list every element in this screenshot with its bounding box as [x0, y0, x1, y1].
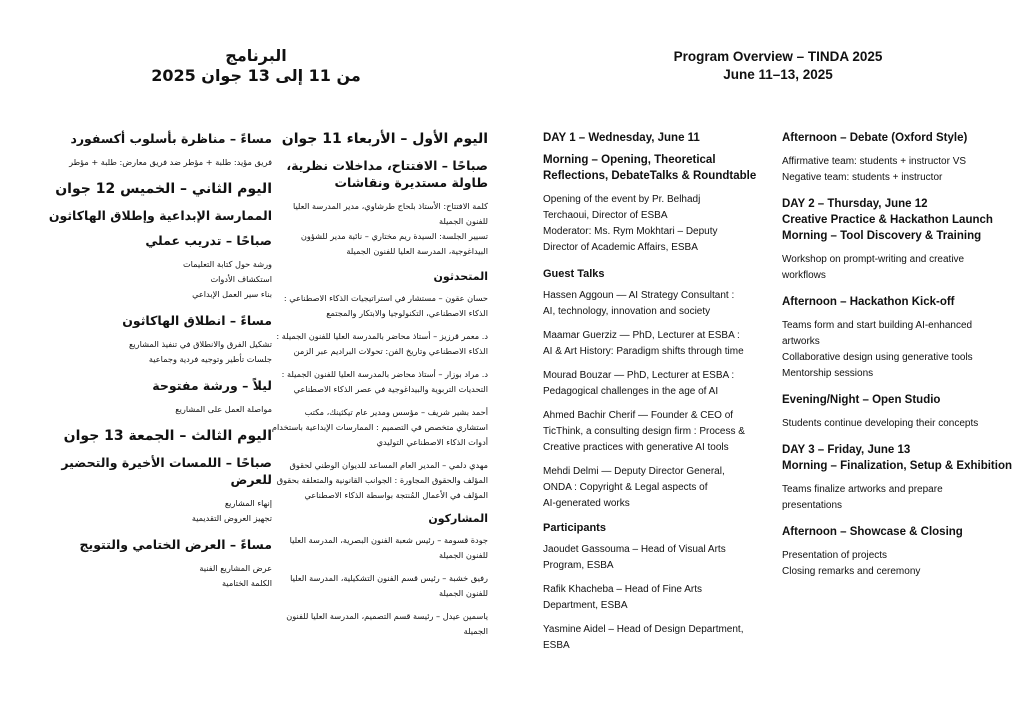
arabic-day3-evening-lines	[40, 561, 272, 591]
guest-talk-item	[543, 408, 763, 456]
speaker-item	[270, 458, 488, 503]
text-line: استكشاف الأدوات	[210, 274, 272, 284]
participant-item	[543, 542, 763, 574]
english-day1-column	[543, 130, 763, 662]
text-line: Pedagogical challenges in the age of AI	[543, 386, 719, 397]
text-line: إنهاء المشاريع	[224, 498, 272, 508]
text-line: مواصلة العمل على المشاريع	[175, 404, 272, 414]
text-line: Director of Academic Affairs, ESBA	[543, 242, 698, 253]
text-line: الجميلة	[463, 626, 488, 636]
text-line: AI-generated works	[543, 498, 630, 509]
text-line: workflows	[782, 270, 826, 281]
arabic-day2-morning-lines	[40, 257, 272, 302]
text-line: Creative practices with generative AI tools	[543, 442, 729, 453]
text-line: Collaborative design using generative tools	[782, 352, 973, 363]
participant-item	[270, 533, 488, 563]
text-line: Maamar Guerziz — PhD, Lecturer at ESBA :	[543, 330, 740, 341]
english-day3-morning-title: Morning – Finalization, Setup & Exhibition	[782, 460, 1012, 472]
text-line: جلسات تأطير وتوجيه فردية وجماعية	[148, 354, 272, 364]
english-day2-afternoon-title: Afternoon – Hackathon Kick-off	[782, 296, 955, 308]
guest-talk-item	[543, 328, 763, 360]
english-day2-title: DAY 2 – Thursday, June 12	[782, 198, 928, 210]
text-line: Mehdi Delmi — Deputy Director General,	[543, 466, 725, 477]
text-line: عرض المشاريع الفنية	[199, 563, 272, 573]
text-line: Negative team: students + instructor	[782, 172, 943, 183]
text-line: الذكاء الاصطناعي وتاريخ الفن: تحولات البراديم عبر الزمن	[293, 346, 488, 356]
text-line: استشاري متخصص في التصميم : الممارسات الإبداعية باستخدام	[271, 422, 488, 432]
arabic-program-dates: من 11 إلى 13 جوان 2025	[151, 66, 361, 85]
arabic-day3-evening-title: مساءً – العرض الختامي والتتويج	[79, 537, 272, 552]
text-line: Rafik Khacheba – Head of Fine Arts	[543, 584, 702, 595]
text-line: Terchaoui, Director of ESBA	[543, 210, 668, 221]
text-line: حسان عقون – مستشار في استراتيجيات الذكاء الاصطناعي :	[283, 293, 488, 303]
arabic-day2-title: اليوم الثاني – الخميس 12 جوان	[55, 181, 272, 197]
arabic-day1-morning-title: صباحًا – الافتتاح، مداخلات نظرية، طاولة مستديرة ونقاشات	[286, 158, 488, 190]
text-line: Mentorship sessions	[782, 368, 874, 379]
english-day3-afternoon-lines	[782, 548, 1014, 580]
participant-item	[543, 622, 763, 654]
english-day2-night-title: Evening/Night – Open Studio	[782, 394, 941, 406]
guest-talk-item	[543, 464, 763, 512]
english-guest-talks-heading: Guest Talks	[543, 268, 605, 280]
english-day3-title: DAY 3 – Friday, June 13	[782, 444, 911, 456]
english-day2-subtitle: Creative Practice & Hackathon Launch	[782, 214, 993, 226]
text-line: المؤلف في الأعمال المُنتجة بواسطة الذكاء الاصطناعي	[304, 490, 488, 500]
arabic-speakers-heading: المتحدثون	[433, 270, 488, 283]
arabic-day3-title: اليوم الثالث – الجمعة 13 جوان	[63, 428, 272, 444]
arabic-participants-heading: المشاركون	[428, 512, 488, 525]
text-line: أحمد بشير شريف – مؤسس ومدير عام تيكثينك، مكتب	[304, 407, 488, 417]
text-line: د. مراد بوزار – أستاذ محاضر بالمدرسة العليا للفنون الجميلة :	[281, 369, 488, 379]
text-line: ESBA	[543, 640, 570, 651]
text-line: Hassen Aggoun — AI Strategy Consultant :	[543, 290, 735, 301]
text-line: Yasmine Aidel – Head of Design Department,	[543, 624, 744, 635]
english-program-title: Program Overview – TINDA 2025	[673, 49, 883, 64]
text-line: للفنون الجميلة	[438, 588, 488, 598]
arabic-day3-morning-lines	[40, 496, 272, 526]
text-line: presentations	[782, 500, 843, 511]
text-line: مهدي دلمي – المدير العام المساعد للديوان الوطني لحقوق	[289, 460, 488, 470]
arabic-day1-evening-title: مساءً – مناظرة بأسلوب أكسفورد	[70, 131, 272, 146]
text-line: artworks	[782, 336, 820, 347]
text-line: Department, ESBA	[543, 600, 628, 611]
text-line: Moderator: Ms. Rym Mokhtari – Deputy	[543, 226, 718, 237]
text-line: كلمة الافتتاح: الأستاذ بلحاج طرشاوي، مدير المدرسة العليا	[292, 201, 488, 211]
text-line: Teams finalize artworks and prepare	[782, 484, 943, 495]
text-line: جودة قسومة – رئيس شعبة الفنون البصرية، المدرسة العليا	[289, 535, 488, 545]
english-day1-afternoon-lines	[782, 154, 1014, 186]
arabic-day1-evening-text	[40, 155, 272, 170]
text-line: الذكاء الاصطناعي، التكنولوجيا والابتكار والمجتمع	[326, 308, 488, 318]
english-day2-day3-column	[782, 130, 1014, 590]
text-line: ياسمين عيدل – رئيسة قسم التصميم، المدرسة العليا للفنون	[286, 611, 488, 621]
text-line: ورشة حول كتابة التعليمات	[182, 259, 272, 269]
text-line: المؤلف والحقوق المجاورة : الجوانب القانونية والمتعلقة بحقوق	[276, 475, 488, 485]
english-program-page	[512, 0, 1024, 724]
arabic-day1-opening	[270, 199, 488, 259]
arabic-program-header	[140, 46, 372, 86]
arabic-day2-subtitle: الممارسة الإبداعية وإطلاق الهاكاثون	[48, 208, 272, 223]
arabic-day3-morning-title: صباحًا – اللمسات الأخيرة والتحضير للعرض	[61, 455, 272, 487]
text-line: Ahmed Bachir Cherif — Founder & CEO of	[543, 410, 734, 421]
english-program-header	[648, 48, 908, 84]
arabic-day1-column	[270, 130, 488, 647]
arabic-day2-morning-title: صباحًا – تدريب عملي	[145, 233, 272, 248]
english-program-dates: June 11–13, 2025	[723, 67, 833, 82]
arabic-program-title: البرنامج	[225, 46, 287, 65]
text-line: Opening of the event by Pr. Belhadj	[543, 194, 701, 205]
text-line: فريق مؤيد: طلبة + مؤطر ضد فريق معارض: طلبة + مؤطر	[69, 157, 272, 167]
english-day1-afternoon-title: Afternoon – Debate (Oxford Style)	[782, 132, 968, 144]
speaker-item	[270, 329, 488, 359]
text-line: Program, ESBA	[543, 560, 614, 571]
english-day3-afternoon-title: Afternoon – Showcase & Closing	[782, 526, 963, 538]
text-line: TicThink, a consulting design firm : Process &	[543, 426, 745, 437]
text-line: Teams form and start building AI-enhanced	[782, 320, 973, 331]
english-day2-night-lines	[782, 416, 1014, 432]
text-line: AI, technology, innovation and society	[543, 306, 711, 317]
guest-talk-item	[543, 288, 763, 320]
participant-item	[543, 582, 763, 614]
text-line: للفنون الجميلة	[438, 216, 488, 226]
text-line: البيداغوجية، المدرسة العليا للفنون الجميلة	[346, 246, 488, 256]
text-line: د. معمر قرزيز – أستاذ محاضر بالمدرسة العليا للفنون الجميلة :	[276, 331, 488, 341]
text-line: التحديات التربوية والبيداغوجية في عصر الذكاء الاصطناعي	[293, 384, 488, 394]
english-day3-morning-lines	[782, 482, 1014, 514]
participant-item	[270, 571, 488, 601]
arabic-day1-title: اليوم الأول – الأربعاء 11 جوان	[281, 131, 488, 147]
arabic-day2-night-lines	[40, 402, 272, 417]
text-line: Mourad Bouzar — PhD, Lecturer at ESBA :	[543, 370, 735, 381]
text-line: بناء سير العمل الإبداعي	[192, 289, 272, 299]
arabic-day2-evening-title: مساءً – انطلاق الهاكاثون	[122, 313, 272, 328]
speaker-item	[270, 367, 488, 397]
guest-talk-item	[543, 368, 763, 400]
text-line: Affirmative team: students + instructor VS	[782, 156, 967, 167]
english-day1-opening	[543, 192, 763, 256]
speaker-item	[270, 291, 488, 321]
text-line: تجهيز العروض التقديمية	[191, 513, 272, 523]
text-line: للفنون الجميلة	[438, 550, 488, 560]
text-line: Workshop on prompt-writing and creative	[782, 254, 965, 265]
arabic-day2-night-title: ليلاً – ورشة مفتوحة	[152, 378, 272, 393]
text-line: AI & Art History: Paradigm shifts through time	[543, 346, 744, 357]
text-line: Students continue developing their concepts	[782, 418, 979, 429]
english-day2-morning-lines	[782, 252, 1014, 284]
text-line: الكلمة الختامية	[222, 578, 272, 588]
arabic-day2-day3-column	[40, 130, 272, 601]
text-line: أدوات الذكاء الاصطناعي التوليدي	[376, 437, 488, 447]
text-line: Closing remarks and ceremony	[782, 566, 921, 577]
text-line: رفيق خشبة – رئيس قسم الفنون التشكيلية، المدرسة العليا	[290, 573, 488, 583]
text-line: Presentation of projects	[782, 550, 888, 561]
arabic-day2-evening-lines	[40, 337, 272, 367]
text-line: ONDA : Copyright & Legal aspects of	[543, 482, 708, 493]
english-day1-morning-title: Morning – Opening, Theoretical Reflections, DebateTalks & Roundtable	[543, 154, 757, 182]
participant-item	[270, 609, 488, 639]
english-day2-afternoon-lines	[782, 318, 1014, 382]
speaker-item	[270, 405, 488, 450]
text-line: تشكيل الفرق والانطلاق في تنفيذ المشاريع	[129, 339, 272, 349]
text-line: تسيير الجلسة: السيدة ريم مختاري – نائبة مدير للشؤون	[300, 231, 488, 241]
english-participants-heading: Participants	[543, 522, 606, 534]
english-day2-morning-title: Morning – Tool Discovery & Training	[782, 230, 982, 242]
english-day1-title: DAY 1 – Wednesday, June 11	[543, 132, 700, 144]
text-line: Jaoudet Gassouma – Head of Visual Arts	[543, 544, 726, 555]
